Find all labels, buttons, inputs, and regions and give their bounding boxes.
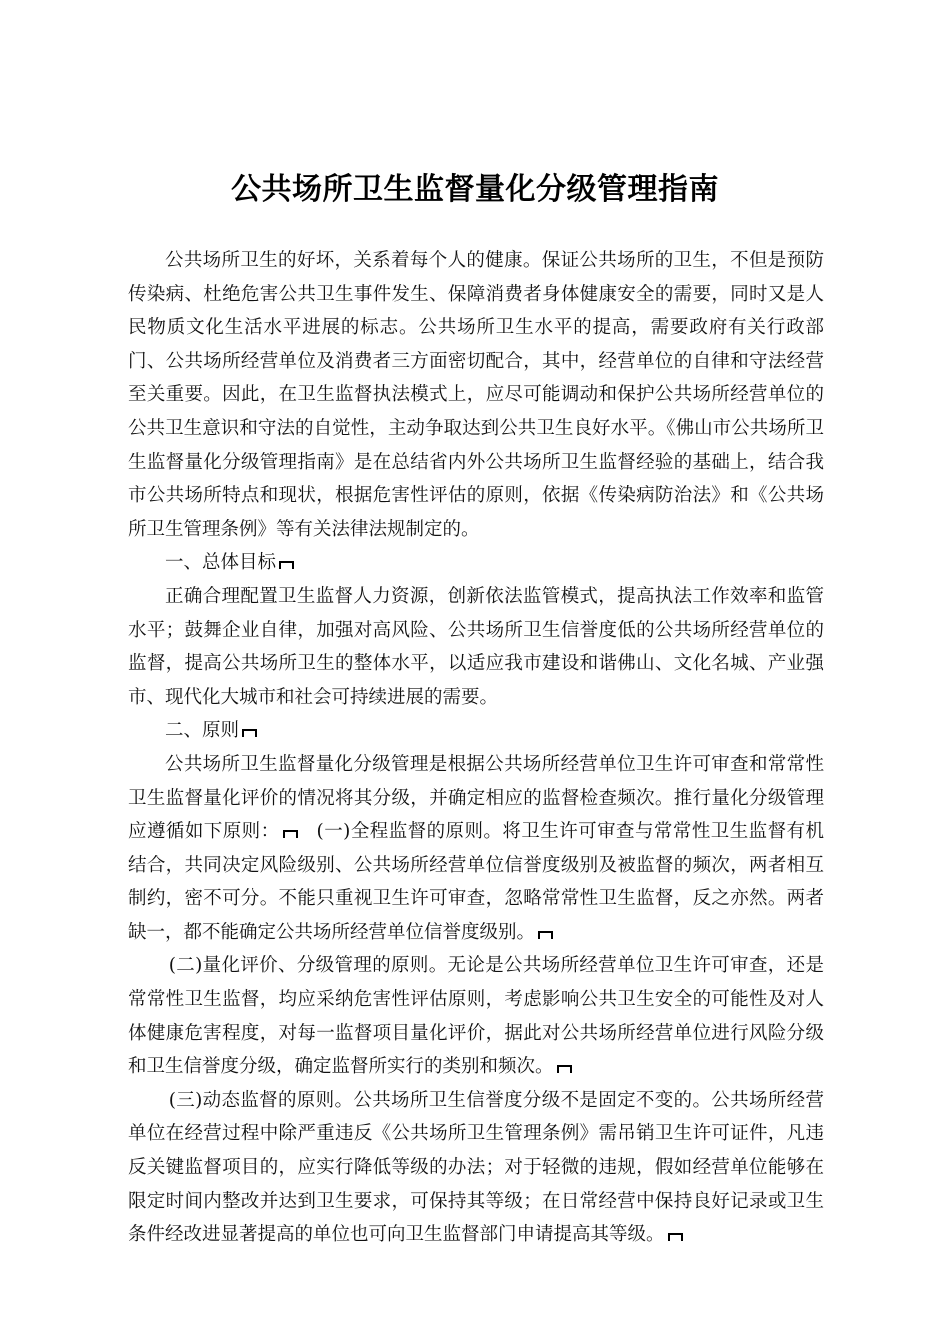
principle-2-text: (二)量化评价、分级管理的原则。无论是公共场所经营单位卫生许可审查，还是常常性卫生监督，均应采纳危害性评估原则，考虑影响公共卫生安全的可能性及对人体健康危害程度，对每一监督项目量化评价，据此对公共场所经营单位进行风险分级和卫生信誉度分级，确定监督所实行的类别和频次。 <box>128 955 824 1078</box>
paragraph-mark-icon <box>557 1065 572 1073</box>
document-body <box>128 244 824 1252</box>
principle-3-paragraph <box>128 1084 824 1252</box>
document-title: 公共场所卫生监督量化分级管理指南 <box>231 172 719 207</box>
intro-text: 公共场所卫生的好坏，关系着每个人的健康。保证公共场所的卫生，不但是预防传染病、杜绝危害公共卫生事件发生、保障消费者身体健康安全的需要，同时又是人民物质文化生活水平进展的标志。公共场所卫生水平的提高，需要政府有关行政部门、公共场所经营单位及消费者三方面密切配合，其中，经营单位的自律和守法经营至关重要。因此，在卫生监督执法模式上，应尽可能调动和保护公共场所经营单位的公共卫生意识和守法的自觉性，主动争取达到公共卫生良好水平。《佛山市公共场所卫生监督量化分级管理指南》是在总结省内外公共场所卫生监督经验的基础上，结合我市公共场所特点和现状，根据危害性评估的原则，依据《传染病防治法》和《公共场所卫生管理条例》等有关法律法规制定的。 <box>128 250 824 540</box>
goals-text: 正确合理配置卫生监督人力资源，创新依法监管模式，提高执法工作效率和监管水平；鼓舞企业自律，加强对高风险、公共场所卫生信誉度低的公共场所经营单位的监督，提高公共场所卫生的整体水平，以适应我市建设和谐佛山、文化名城、产业强市、现代化大城市和社会可持续进展的需要。 <box>128 585 824 708</box>
paragraph-mark-icon <box>279 561 294 569</box>
principles-intro-text: 公共场所卫生监督量化分级管理是根据公共场所经营单位卫生许可审查和常常性卫生监督量化评价的情况将其分级，并确定相应的监督检查频次。推行量化分级管理应遵循如下原则： <box>128 753 824 843</box>
section-heading-goals <box>128 546 824 580</box>
paragraph-mark-icon <box>242 729 257 737</box>
paragraph-mark-icon <box>283 830 298 838</box>
goals-paragraph <box>128 580 824 714</box>
section-heading-goals-text: 一、总体目标 <box>165 552 277 574</box>
principle-2-paragraph <box>128 949 824 1083</box>
paragraph-mark-icon <box>668 1233 683 1241</box>
principle-1-text: (一)全程监督的原则。将卫生许可审查与常常性卫生监督有机结合，共同决定风险级别、公共场所经营单位信誉度级别及被监督的频次，两者相互制约，密不可分。不能只重视卫生许可审查，忽略常常性卫生监督，反之亦然。两者缺一，都不能确定公共场所经营单位信誉度级别。 <box>128 821 824 943</box>
paragraph-mark-icon <box>538 931 553 939</box>
principles-paragraph <box>128 748 824 950</box>
section-heading-principles <box>128 714 824 748</box>
section-heading-principles-text: 二、原则 <box>165 720 240 742</box>
intro-paragraph <box>128 244 824 546</box>
principle-3-text: (三)动态监督的原则。公共场所卫生信誉度分级不是固定不变的。公共场所经营单位在经营过程中除严重违反《公共场所卫生管理条例》需吊销卫生许可证件，凡违反关键监督项目的，应实行降低等级的办法；对于轻微的违规，假如经营单位能够在限定时间内整改并达到卫生要求，可保持其等级；在日常经营中保持良好记录或卫生条件经改进显著提高的单位也可向卫生监督部门申请提高其等级。 <box>128 1089 824 1246</box>
